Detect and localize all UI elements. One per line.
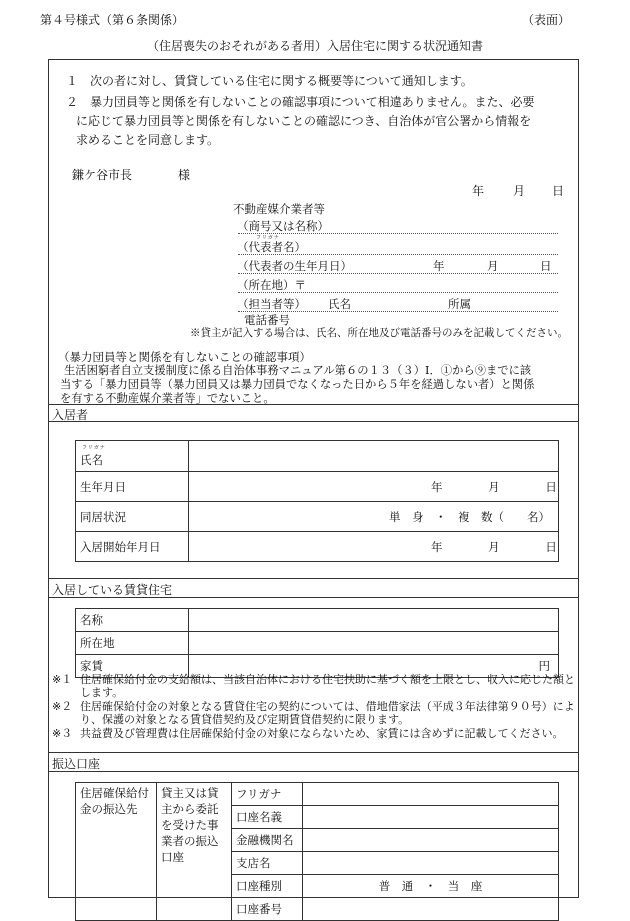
rep-birth-year: 年 bbox=[433, 259, 445, 273]
move-in-date-label: 入居開始年月日 bbox=[76, 532, 189, 562]
housing-table bbox=[75, 608, 559, 678]
section-divider bbox=[48, 771, 579, 772]
bank-name-label: 金融機関名 bbox=[232, 829, 303, 852]
intro-item-2-line-1: ２ 暴力団員等と関係を有しないことの確認事項について相違ありません。また、必要 bbox=[66, 95, 535, 109]
resident-table bbox=[75, 440, 559, 562]
rep-name-label: （代表者名） bbox=[237, 240, 306, 254]
note-text: 住居確保給付金の支給額は、当該自治体における住宅扶助に基づく額を上限とし、収入に応じた額とします。 bbox=[80, 673, 575, 699]
date-year-label: 年 bbox=[472, 184, 485, 198]
housing-note-3 bbox=[52, 727, 582, 740]
resident-birth-field[interactable] bbox=[189, 472, 559, 502]
contact-name-label: 氏名 bbox=[328, 297, 351, 311]
intro-item-2-line-2: に応じて暴力団員等と関係を有しないことの確認につき、自治体が官公署から情報を bbox=[76, 114, 532, 128]
landlord-note: ※貸主が記入する場合は、氏名、所在地及び電話番号のみを記載してください。 bbox=[190, 327, 568, 339]
trade-name-label: （商号又は名称） bbox=[237, 219, 329, 233]
confirm-line-1: 生活困窮者自立支援制度に係る自治体事務マニュアル第６の１３（３）Ⅰ．①から⑨までに該 bbox=[64, 364, 532, 377]
bank-table bbox=[75, 782, 559, 921]
addressee-honorific: 様 bbox=[178, 168, 191, 182]
date-month-label: 月 bbox=[513, 184, 526, 198]
resident-section-title: 入居者 bbox=[52, 408, 89, 422]
housing-note-1 bbox=[52, 673, 582, 699]
section-divider bbox=[48, 597, 579, 598]
side-label: （表面） bbox=[522, 13, 571, 27]
birth-month: 月 bbox=[488, 479, 500, 494]
note-text: 共益費及び管理費は住居確保給付金の対象にならないため、家賃には含めずに記載してください。 bbox=[80, 727, 564, 740]
broker-heading: 不動産媒介業者等 bbox=[233, 202, 325, 216]
confirm-line-3: を有する不動産媒介業者等」でないこと。 bbox=[60, 392, 275, 405]
birth-year: 年 bbox=[431, 479, 443, 494]
rep-name-line bbox=[238, 254, 558, 255]
cohabitation-label: 同居状況 bbox=[76, 502, 189, 532]
rep-birth-label: （代表者の生年月日） bbox=[237, 259, 352, 273]
housing-name-field[interactable] bbox=[189, 609, 559, 632]
addressee-mayor: 鎌ケ谷市長 bbox=[72, 168, 133, 182]
housing-note-2 bbox=[52, 700, 582, 726]
account-number-label: 口座番号 bbox=[232, 898, 303, 921]
housing-address-label: 所在地 bbox=[76, 632, 189, 655]
address-line bbox=[238, 292, 558, 293]
rep-birth-day: 日 bbox=[540, 259, 552, 273]
note-mark: ※１ bbox=[52, 673, 73, 686]
rep-name-furigana: フリガナ bbox=[256, 235, 280, 241]
section-divider bbox=[48, 404, 579, 405]
rent-label: 家賃 bbox=[76, 655, 189, 678]
move-in-date-field[interactable] bbox=[189, 532, 559, 562]
contact-label: （担当者等） bbox=[237, 297, 306, 311]
account-number-field[interactable] bbox=[303, 898, 559, 921]
rep-birth-month: 月 bbox=[487, 259, 499, 273]
form-number: 第４号様式（第６条関係） bbox=[40, 13, 185, 27]
section-divider bbox=[48, 421, 579, 422]
start-month: 月 bbox=[488, 539, 500, 554]
phone-label: 電話番号 bbox=[244, 313, 290, 327]
bank-section-title: 振込口座 bbox=[52, 757, 101, 771]
resident-name-label-cell bbox=[76, 441, 189, 472]
document-title: （住居喪失のおそれがある者用）入居住宅に関する状況通知書 bbox=[146, 39, 483, 53]
confirm-line-2: 当する「暴力団員等（暴力団員又は暴力団員でなくなった日から５年を経過しない者）と関係 bbox=[60, 378, 535, 391]
resident-furigana: フリガナ bbox=[82, 445, 106, 451]
note-mark: ※２ bbox=[52, 700, 73, 713]
resident-name-label: 氏名 bbox=[80, 453, 103, 467]
note-text: 住居確保給付金の対象となる賃貸住宅の契約については、借地借家法（平成３年法律第９０号）により、保護の対象となる賃貸借契約及び定期賃貸借契約に限ります。 bbox=[80, 700, 575, 726]
housing-name-label: 名称 bbox=[76, 609, 189, 632]
section-divider bbox=[48, 752, 579, 753]
branch-field[interactable] bbox=[303, 852, 559, 875]
trade-name-line bbox=[238, 233, 558, 234]
intro-item-1: １ 次の者に対し、賃貸している住宅に関する概要等について通知します。 bbox=[66, 74, 473, 88]
note-mark: ※３ bbox=[52, 727, 73, 740]
confirm-heading: （暴力団員等と関係を有しないことの確認事項） bbox=[58, 350, 311, 364]
start-year: 年 bbox=[431, 539, 443, 554]
intro-item-2-line-3: 求めることを同意します。 bbox=[76, 133, 220, 147]
account-type-label: 口座種別 bbox=[232, 875, 303, 898]
account-holder-field[interactable] bbox=[303, 806, 559, 829]
housing-address-field[interactable] bbox=[189, 632, 559, 655]
bank-destination-label: 住居確保給付金の振込先 bbox=[76, 783, 157, 921]
bank-owner-label: 貸主又は貸主から委託を受けた事業者の振込口座 bbox=[157, 783, 232, 921]
bank-furigana-label: フリガナ bbox=[232, 783, 303, 806]
housing-section-title: 入居している賃貸住宅 bbox=[52, 583, 173, 597]
section-divider bbox=[48, 578, 579, 579]
contact-dept-label: 所属 bbox=[448, 297, 471, 311]
cohabitation-field[interactable]: 単 身 ・ 複 数（ 名） bbox=[189, 502, 559, 532]
account-holder-label: 口座名義 bbox=[232, 806, 303, 829]
branch-label: 支店名 bbox=[232, 852, 303, 875]
rent-unit: 円 bbox=[538, 659, 550, 673]
bank-name-field[interactable] bbox=[303, 829, 559, 852]
rep-birth-line bbox=[238, 273, 558, 274]
start-day: 日 bbox=[545, 539, 557, 554]
birth-day: 日 bbox=[545, 479, 557, 494]
resident-birth-label: 生年月日 bbox=[76, 472, 189, 502]
address-label: （所在地）〒 bbox=[237, 278, 306, 292]
date-day-label: 日 bbox=[552, 184, 565, 198]
bank-furigana-field[interactable] bbox=[303, 783, 559, 806]
resident-name-field[interactable] bbox=[189, 441, 559, 472]
account-type-field[interactable]: 普 通 ・ 当 座 bbox=[303, 875, 559, 898]
